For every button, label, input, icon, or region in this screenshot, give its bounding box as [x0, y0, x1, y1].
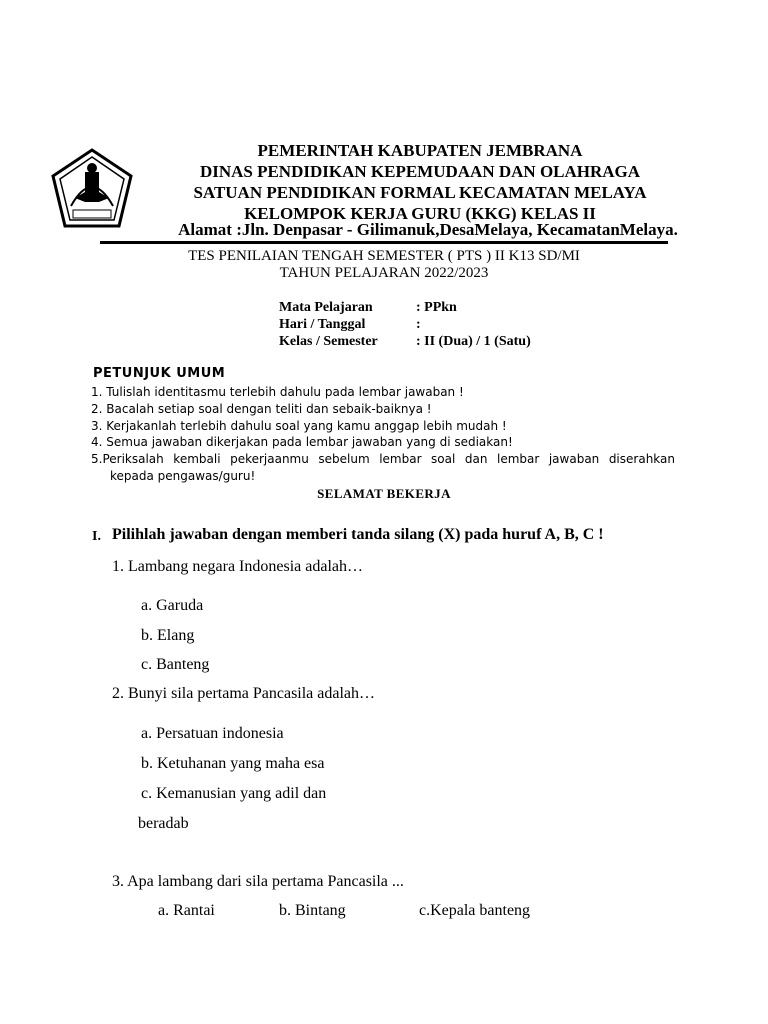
question-2-option-c-continuation: beradab	[138, 815, 189, 832]
question-1: 1. Lambang negara Indonesia adalah…	[112, 558, 364, 575]
exam-year: TAHUN PELAJARAN 2022/2023	[279, 265, 489, 281]
info-label-date: Hari / Tanggal	[279, 317, 366, 332]
letterhead-line-3: SATUAN PENDIDIKAN FORMAL KECAMATAN MELAYA	[193, 183, 647, 202]
exam-title: TES PENILAIAN TENGAH SEMESTER ( PTS ) II K13 SD/MI	[188, 248, 580, 264]
question-3-option-b: b. Bintang	[279, 902, 346, 919]
section-instruction: Pilihlah jawaban dengan memberi tanda silang (X) pada huruf A, B, C !	[112, 526, 604, 543]
instruction-item: 2. Bacalah setiap soal dengan teliti dan sebaik-baiknya !	[91, 402, 432, 416]
jembrana-regency-logo	[49, 148, 135, 230]
letterhead-line-2: DINAS PENDIDIKAN KEPEMUDAAN DAN OLAHRAGA	[199, 162, 641, 181]
question-1-option-b: b. Elang	[141, 627, 195, 644]
instruction-item-continuation: kepada pengawas/guru!	[110, 469, 256, 483]
info-value-date: :	[416, 317, 421, 332]
instruction-item: 3. Kerjakanlah terlebih dahulu soal yang kamu anggap lebih mudah !	[91, 419, 507, 433]
question-2-option-c: c. Kemanusian yang adil dan	[141, 785, 327, 802]
section-number: I.	[92, 529, 101, 544]
instructions-heading: PETUNJUK UMUM	[93, 366, 226, 381]
question-1-option-c: c. Banteng	[141, 656, 210, 673]
closing-greeting: SELAMAT BEKERJA	[317, 486, 451, 501]
info-value-class: : II (Dua) / 1 (Satu)	[416, 334, 531, 349]
question-3-option-a: a. Rantai	[158, 902, 215, 919]
question-2: 2. Bunyi sila pertama Pancasila adalah…	[112, 685, 376, 702]
question-3-option-c: c.Kepala banteng	[419, 902, 531, 919]
question-2-option-a: a. Persatuan indonesia	[141, 725, 284, 742]
instruction-item: 1. Tulislah identitasmu terlebih dahulu pada lembar jawaban !	[91, 385, 464, 399]
info-value-subject: : PPkn	[416, 300, 457, 315]
letterhead-line-4: KELOMPOK KERJA GURU (KKG) KELAS II	[244, 204, 596, 223]
info-label-class: Kelas / Semester	[279, 334, 378, 349]
letterhead-address: Alamat :Jln. Denpasar - Gilimanuk,DesaMelaya, KecamatanMelaya.	[178, 220, 678, 239]
info-label-subject: Mata Pelajaran	[279, 300, 373, 315]
instruction-item: 4. Semua jawaban dikerjakan pada lembar jawaban yang di sediakan!	[91, 435, 513, 449]
question-2-option-b: b. Ketuhanan yang maha esa	[141, 755, 325, 772]
question-1-option-a: a. Garuda	[141, 597, 204, 614]
letterhead-line-1: PEMERINTAH KABUPATEN JEMBRANA	[257, 141, 583, 160]
letterhead-divider	[100, 241, 668, 244]
question-3: 3. Apa lambang dari sila pertama Pancasila ...	[112, 873, 404, 890]
instruction-item: 5.Periksalah kembali pekerjaanmu sebelum lembar soal dan lembar jawaban diserahkan	[91, 452, 675, 466]
